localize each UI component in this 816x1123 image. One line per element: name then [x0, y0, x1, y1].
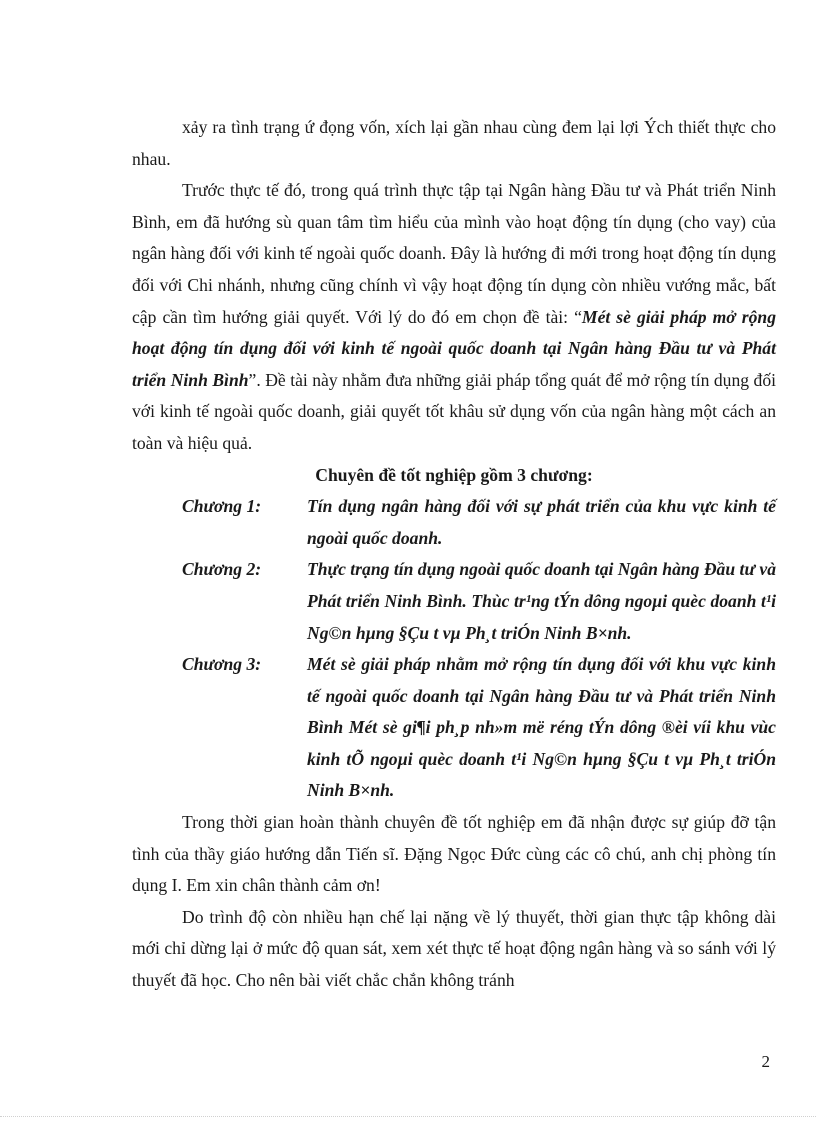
- document-body: [132, 112, 776, 997]
- paragraph-limitations: Do trình độ còn nhiều hạn chế lại nặng về lý thuyết, thời gian thực tập không dài mới chỉ dừng lại ở mức độ quan sát, xem xét thực tế hoạt động ngân hàng và so sánh với lý thuyết đã học. Cho nên bài viết chắc chắn không tránh: [132, 906, 776, 991]
- chapter-1-label: Chương 1:: [182, 496, 262, 517]
- chapter-1: [182, 491, 776, 554]
- chapter-3-label: Chương 3:: [182, 654, 262, 675]
- page-bottom-divider: [0, 1116, 816, 1117]
- chapter-2-title: Thực trạng tín dụng ngoài quốc doanh tại Ngân hàng Đầu tư và Phát triển Ninh Bình. Thùc tr¹ng tÝn dông ngoµi quèc doanh t¹i Ng©n hµng §Çu t vµ Ph¸t triÓn Ninh B×nh.: [307, 559, 776, 643]
- paragraph-topic-choice: [132, 175, 776, 459]
- paragraph-acknowledgement: Trong thời gian hoàn thành chuyên đề tốt nghiệp em đã nhận được sự giúp đỡ tận tình của thầy giáo hướng dẫn Tiến sĩ. Đặng Ngọc Đức cùng các cô chú, anh chị phòng tín dụng I. Em xin chân thành cảm ơn!: [132, 812, 776, 896]
- paragraph-topic-text-after: ”. Đề tài này nhằm đưa những giải pháp tổng quát để mở rộng tín dụng đối với kinh tế ngoài quốc doanh, giải quyết tốt khâu sử dụng vốn của ngân hàng một cách an toàn và hiệu quả.: [132, 369, 777, 453]
- chapter-2: [182, 554, 776, 649]
- page-number: 2: [761, 1052, 770, 1071]
- paragraph-continuation: xảy ra tình trạng ứ đọng vốn, xích lại gần nhau cùng đem lại lợi Ých thiết thực cho nhau.: [132, 117, 776, 169]
- chapter-3-title: Mét sè giải pháp nhằm mở rộng tín dụng đối với khu vực kinh tế ngoài quốc doanh tại Ngân hàng Đầu tư và Phát triển Ninh Bình Mét sè gi¶i ph¸p nh»m më réng tÝn dông ®èi víi khu vùc kinh tÕ ngoµi quèc doanh t¹i Ng©n hµng §Çu t vµ Ph¸t triÓn Ninh B×nh.: [307, 654, 776, 801]
- chapter-1-title: Tín dụng ngân hàng đối với sự phát triển của khu vực kinh tế ngoài quốc doanh.: [307, 496, 776, 548]
- paragraph-topic-text-before: Trước thực tế đó, trong quá trình thực tập tại Ngân hàng Đầu tư và Phát triển Ninh Bình, em đã hướng sù quan tâm tìm hiểu của mình vào hoạt động tín dụng (cho vay) của ngân hàng đối với kinh tế ngoài quốc doanh. Đây là hướng đi mới trong hoạt động tín dụng đối với Chi nhánh, nhưng cũng chính vì vậy hoạt động tín dụng còn nhiều vướng mắc, bất cập cần tìm hướng giải quyết. Với lý do đó em chọn đề tài: “: [132, 180, 776, 327]
- chapter-3: [182, 649, 776, 807]
- chapters-heading: Chuyên đề tốt nghiệp gồm 3 chương:: [315, 464, 593, 485]
- thesis-title: Mét sè giải pháp mở rộng hoạt động tín dụng đối với kinh tế ngoài quốc doanh tại Ngân hàng Đầu tư và Phát triển Ninh Bình: [132, 306, 776, 390]
- chapter-2-label: Chương 2:: [182, 559, 262, 580]
